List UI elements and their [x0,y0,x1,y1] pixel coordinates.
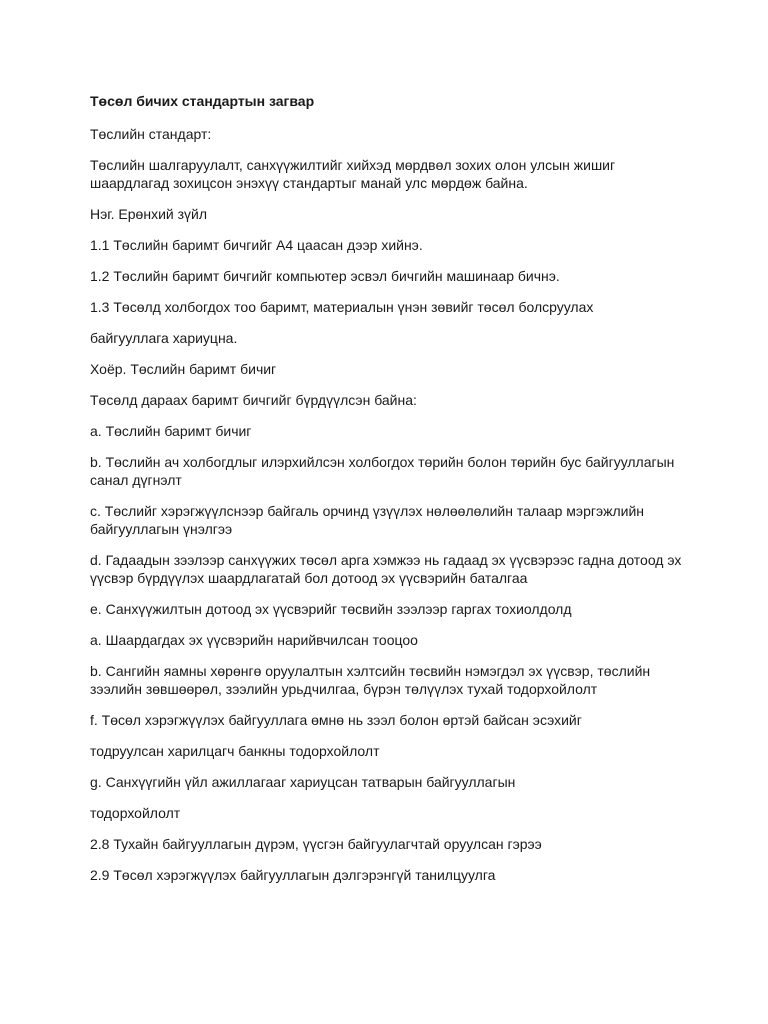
paragraph: Төслийн стандарт: [90,126,212,142]
list-item: e. Санхүүжилтын дотоод эх үүсвэрийг төсвийн зээлээр гаргах тохиолдолд [90,601,572,617]
list-item: g. Санхүүгийн үйл ажиллагааг хариуцсан татварын байгууллагын [90,774,516,790]
list-item: b. Төслийн ач холбогдлыг илэрхийлсэн холбогдох төрийн болон төрийн бус байгууллагын санал дүгнэлт [90,454,675,488]
paragraph: 1.3 Төсөлд холбогдох тоо баримт, материалын үнэн зөвийг төсөл болсруулах [90,299,594,315]
document-title: Төсөл бичих стандартын загвар [90,93,315,109]
paragraph: тодорхойлолт [90,805,181,821]
list-item: f. Төсөл хэрэгжүүлэх байгууллага өмнө нь зээл болон өртэй байсан эсэхийг [90,712,582,728]
section-heading: Нэг. Ерөнхий зүйл [90,206,208,222]
section-heading: Хоёр. Төслийн баримт бичиг [90,361,277,377]
list-item: 2.8 Тухайн байгууллагын дүрэм, үүсгэн байгуулагчтай оруулсан гэрээ [90,836,542,852]
list-item: d. Гадаадын зээлээр санхүүжих төсөл арга хэмжээ нь гадаад эх үүсвэрээс гадна дотоод эх үүсвэр бүрдүүлэх шаардлагатай бол дотоод эх үүсвэрийн баталгаа [90,552,682,586]
paragraph: байгууллага хариуцна. [90,330,238,346]
list-item: a. Төслийн баримт бичиг [90,423,252,439]
document-page [90,92,690,897]
paragraph: тодруулсан харилцагч банкны тодорхойлолт [90,743,380,759]
list-item: 2.9 Төсөл хэрэгжүүлэх байгууллагын дэлгэрэнгүй танилцуулга [90,867,496,883]
list-item: a. Шаардагдах эх үүсвэрийн нарийвчилсан тооцоо [90,632,418,648]
list-item: b. Сангийн яамны хөрөнгө оруулалтын хэлтсийн төсвийн нэмэгдэл эх үүсвэр, төслийн зээлийн зөвшөөрөл, зээлийн урьдчилгаа, бүрэн төлүүлэх тухай тодорхойлолт [90,663,651,697]
list-item: c. Төслийг хэрэгжүүлснээр байгаль орчинд үзүүлэх нөлөөлөлийн талаар мэргэжлийн байгууллагын үнэлгээ [90,503,645,537]
paragraph: 1.1 Төслийн баримт бичгийг А4 цаасан дээр хийнэ. [90,237,423,253]
paragraph: Төсөлд дараах баримт бичгийг бүрдүүлсэн байна: [90,392,417,408]
paragraph: 1.2 Төслийн баримт бичгийг компьютер эсвэл бичгийн машинаар бичнэ. [90,268,560,284]
paragraph: Төслийн шалгаруулалт, санхүүжилтийг хийхэд мөрдвөл зохих олон улсын жишиг шаардлагад зохицсон энэхүү стандартыг манай улс мөрдөж байна. [90,157,616,191]
